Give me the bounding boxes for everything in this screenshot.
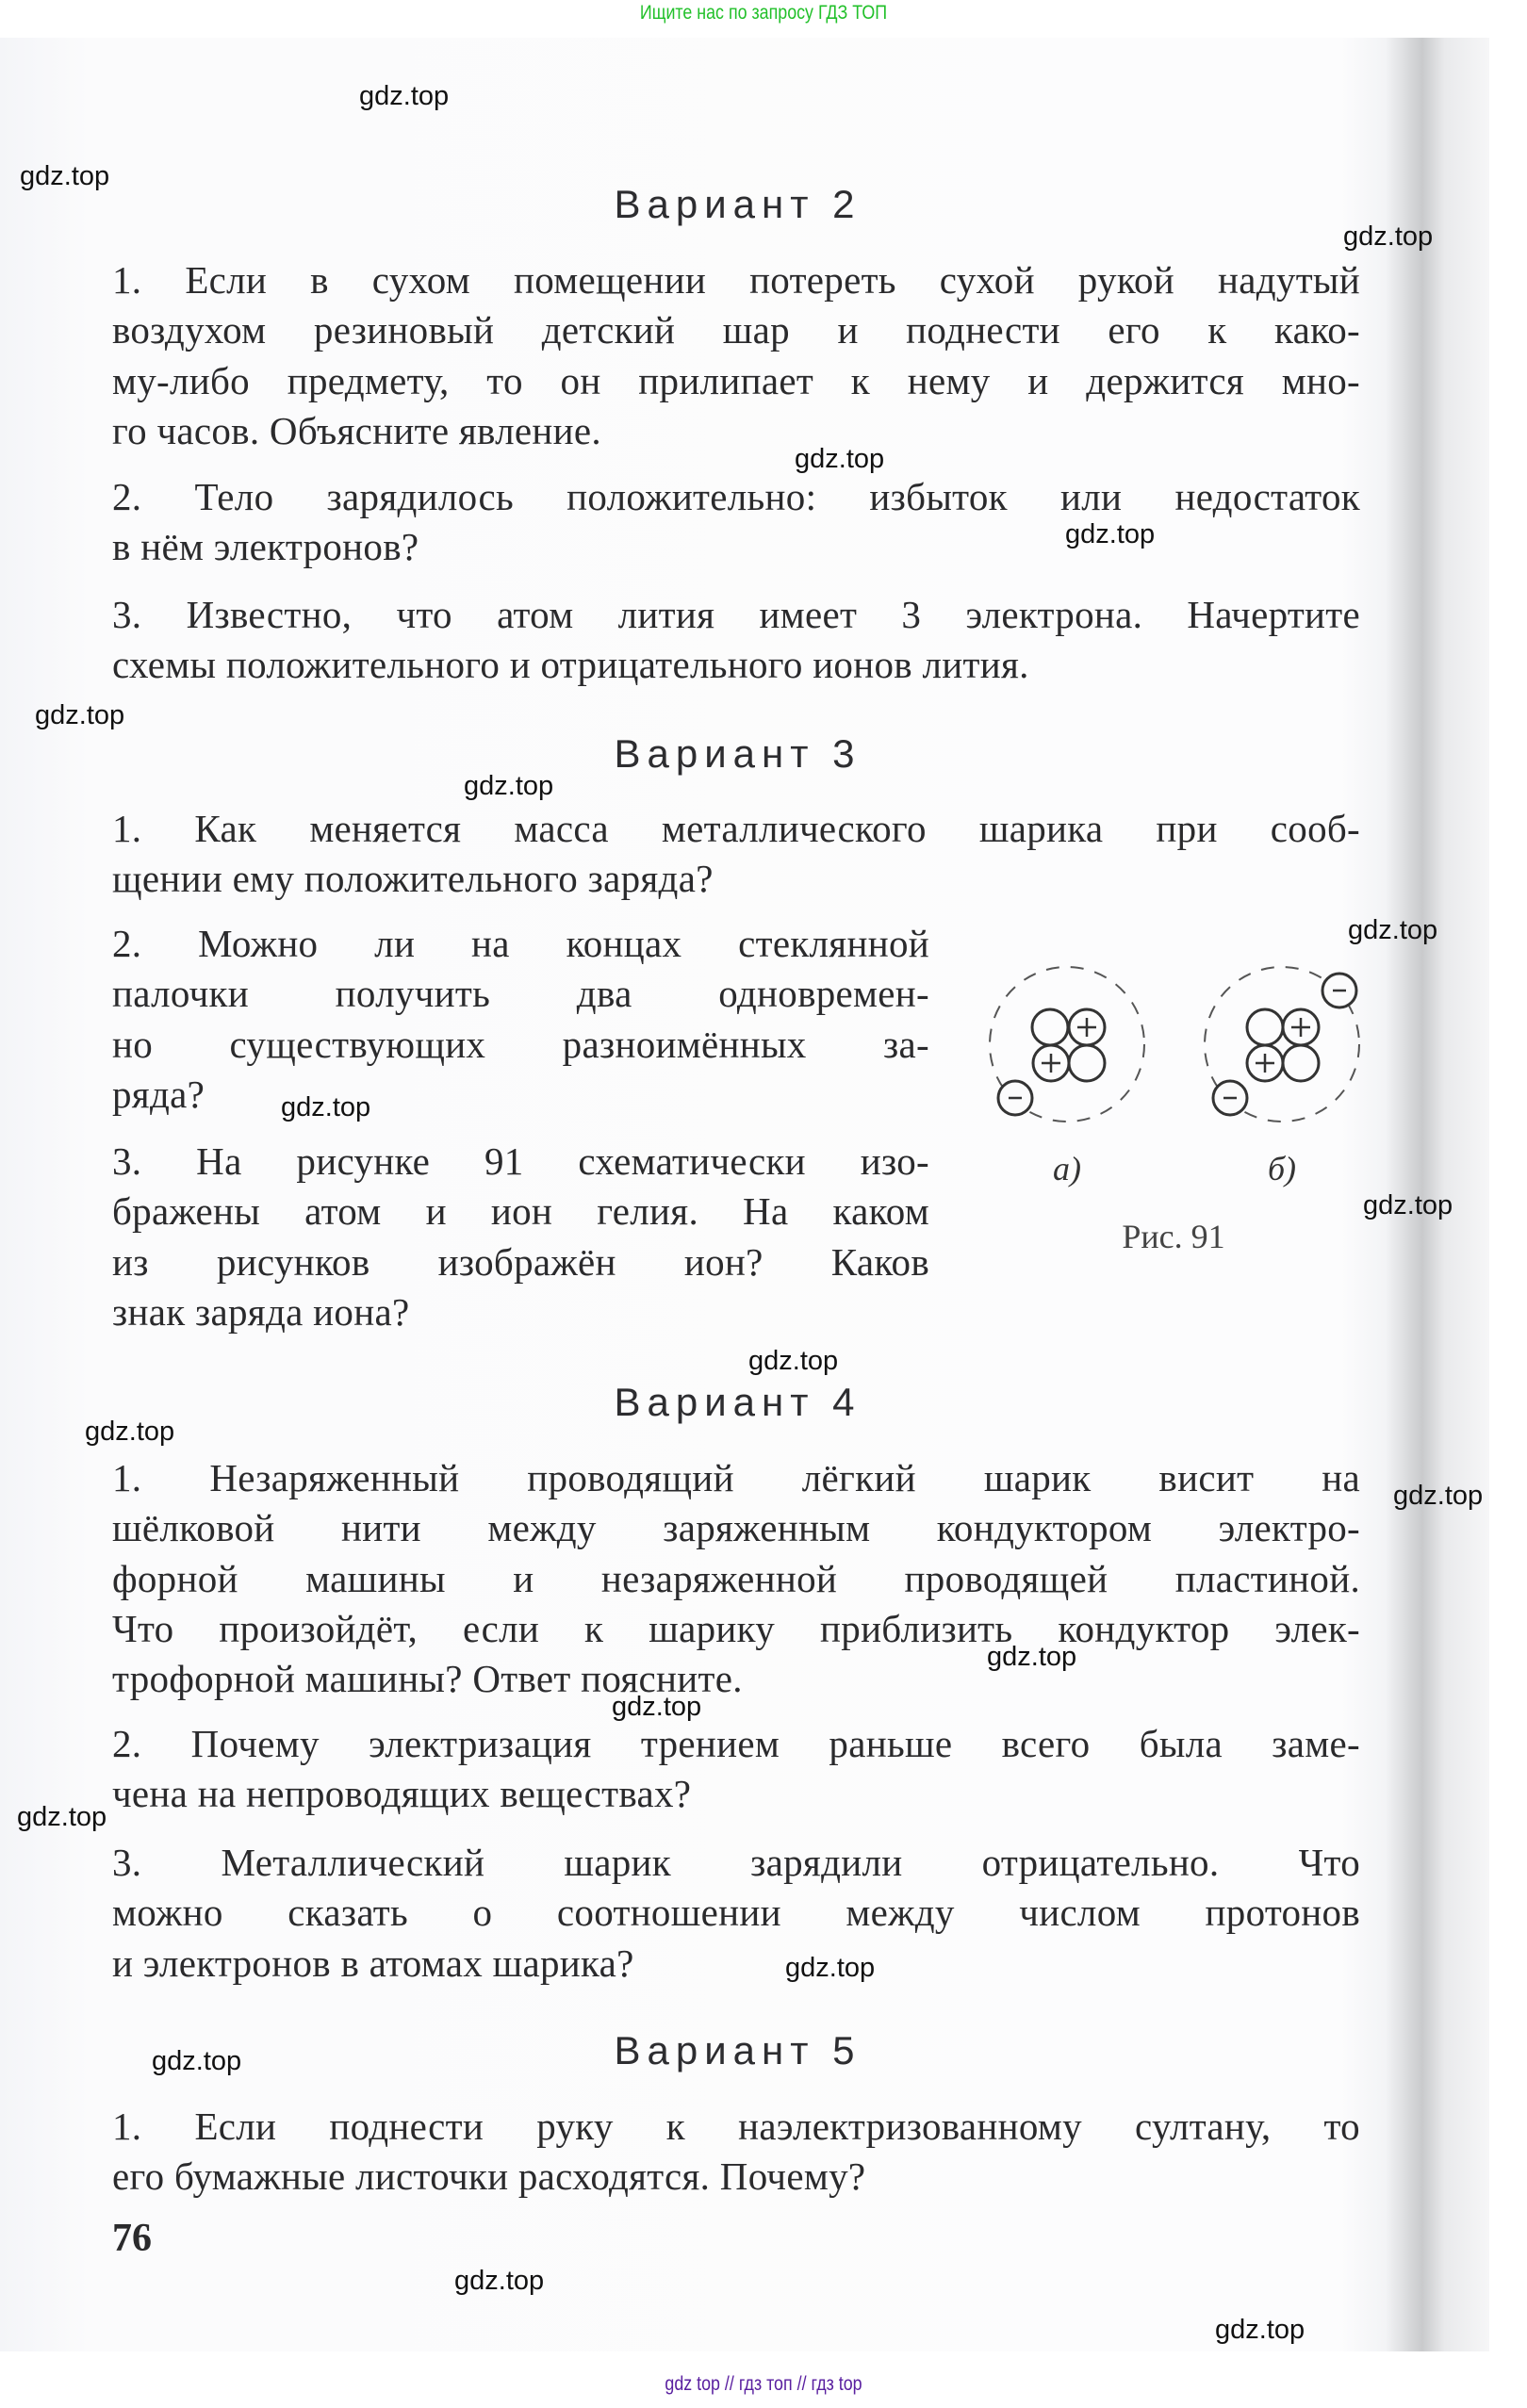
watermark-link[interactable]: gdz.top [748,1346,839,1376]
top-banner[interactable]: Ищите нас по запросу ГДЗ ТОП [639,2,888,24]
page-number: 76 [112,2217,152,2260]
task-text-line: 3. На рисунке 91 схематически изо- [112,1139,929,1183]
task-text-line: 2. Тело зарядилось положительно: избыток или недостаток [112,475,1360,518]
task-text-line: 1. Как меняется масса металлического шарика при сооб- [112,807,1360,850]
task-text-line: бражены атом и ион гелия. На каком [112,1189,929,1234]
watermark-link[interactable]: gdz.top [1215,2315,1305,2345]
task-text-line: 2. Почему электризация трением раньше всего была заме- [112,1722,1360,1765]
watermark-link[interactable]: gdz.top [17,1802,107,1832]
variant-title: Вариант 3 [614,731,862,776]
task-text-line: его бумажные листочки расходятся. Почему? [112,2154,866,2199]
variant-title: Вариант 2 [614,182,862,226]
task-text-line: 1. Незаряженный проводящий лёгкий шарик висит на [112,1456,1360,1499]
task-text-line: из рисунков изображён ион? Каков [112,1239,929,1284]
watermark-link[interactable]: gdz.top [20,161,110,191]
neutron-a2 [1069,1045,1105,1081]
task-text-line: Что произойдёт, если к шарику приблизить кондуктор элек- [112,1606,1360,1650]
figure-label-b: б) [1267,1150,1297,1188]
variant-title: Вариант 4 [614,1380,862,1424]
watermark-link[interactable]: gdz.top [785,1953,876,1983]
watermark-link[interactable]: gdz.top [1363,1190,1453,1220]
watermark-link[interactable]: gdz.top [281,1092,371,1122]
watermark-link[interactable]: gdz.top [464,771,554,801]
neutron-a1 [1032,1009,1068,1045]
task-text-line: чена на непроводящих веществах? [112,1772,692,1816]
task-text-line: но существующих разноимённых за- [112,1022,929,1066]
task-text-line: схемы положительного и отрицательного ионов лития. [112,643,1029,687]
task-text-line: го часов. Объясните явление. [112,408,601,452]
task-text-line: в нём электронов? [112,525,419,569]
task-text-line: 2. Можно ли на концах стеклянной [112,922,929,965]
watermark-link[interactable]: gdz.top [795,444,885,474]
figure-label-a: а) [1053,1150,1081,1188]
task-text-line: трофорной машины? Ответ поясните. [112,1657,743,1701]
neutron-b2 [1283,1045,1319,1081]
neutron-b1 [1247,1009,1283,1045]
task-text-line: 1. Если поднести руку к наэлектризованному султану, то [112,2105,1360,2148]
figure-caption: Рис. 91 [1122,1218,1225,1255]
variant-title: Вариант 5 [614,2028,862,2072]
task-text-line: му-либо предмету, то он прилипает к нему и держится мно- [112,358,1360,402]
task-text-line: ряда? [112,1072,205,1116]
task-text-line: шёлковой нити между заряженным кондуктором электро- [112,1506,1360,1550]
task-text-line: и электронов в атомах шарика? [112,1941,634,1985]
task-text-line: щении ему положительного заряда? [112,857,714,901]
task-text-line: 3. Известно, что атом лития имеет 3 электрона. Начертите [112,593,1360,636]
figure-91 [943,924,1414,1263]
watermark-link[interactable]: gdz.top [85,1417,175,1447]
footer-links[interactable]: gdz top // гдз топ // гдз top [665,2373,862,2395]
task-text-line: 3. Металлический шарик зарядили отрицательно. Что [112,1841,1360,1884]
watermark-link[interactable]: gdz.top [1393,1481,1484,1511]
task-text-line: можно сказать о соотношении между числом протонов [112,1891,1360,1935]
task-text-line: воздухом резиновый детский шар и поднести его к како- [112,308,1360,352]
task-text-line: 1. Если в сухом помещении потереть сухой рукой надутый [112,258,1360,302]
watermark-link[interactable]: gdz.top [1343,221,1434,252]
watermark-link[interactable]: gdz.top [152,2046,242,2076]
watermark-link[interactable]: gdz.top [1348,915,1438,945]
watermark-link[interactable]: gdz.top [612,1692,702,1722]
watermark-link[interactable]: gdz.top [1065,519,1156,549]
watermark-link[interactable]: gdz.top [987,1642,1077,1672]
watermark-link[interactable]: gdz.top [454,2266,545,2296]
watermark-link[interactable]: gdz.top [359,81,450,111]
watermark-link[interactable]: gdz.top [35,700,125,730]
task-text-line: знак заряда иона? [112,1289,410,1334]
task-text-line: форной машины и незаряженной проводящей пластиной. [112,1556,1360,1600]
task-text-line: палочки получить два одновремен- [112,972,929,1016]
